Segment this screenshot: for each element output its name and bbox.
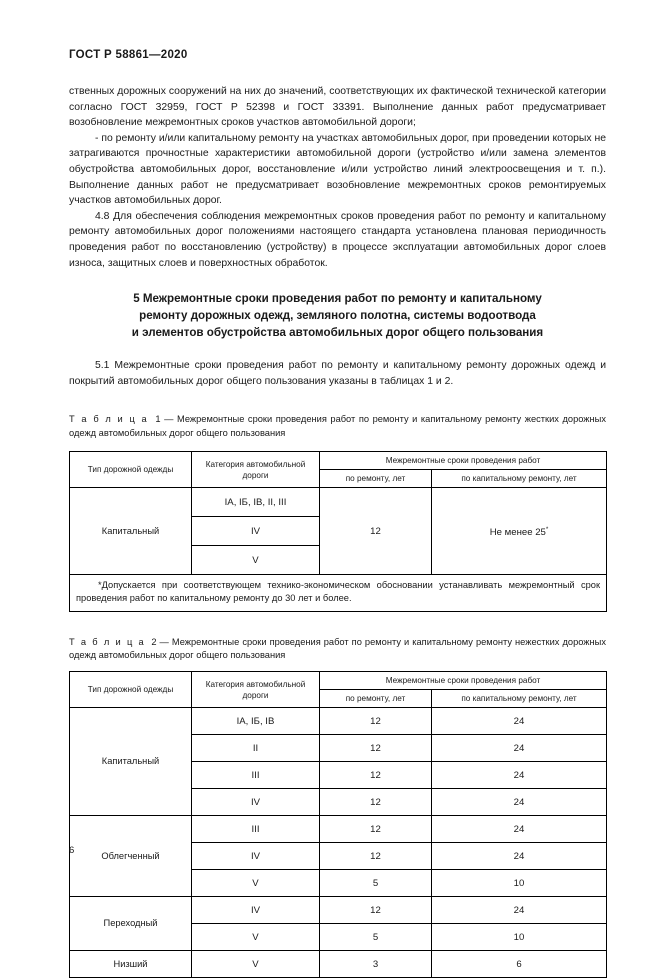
table-1-cell-repair: 12 <box>320 488 432 575</box>
table-2-cell-repair: 12 <box>320 789 432 816</box>
section-5-heading-line-1: 5 Межремонтные сроки проведения работ по ремонту и капитальному <box>133 292 542 306</box>
table-2-cell-category: V <box>192 870 320 897</box>
table-1-caption <box>69 413 606 440</box>
table-2-header-sub-repair: по ремонту, лет <box>320 690 432 708</box>
section-5-heading <box>69 290 606 341</box>
table-1-header-category: Категория автомобильной дороги <box>192 452 320 488</box>
paragraph-repair-bullet: - по ремонту и/или капитальному ремонту на участках автомобильных дорог, при проведении которых не затрагиваются прочностные характеристики автомобильной дороги (устройство и/или замена элементов обустройства автомобильных дорог, восстановление и/или устройство линий электроосвещения и т. п.). Выполнение данных работ не предусматривает возобновление межремонтных сроков ремонтируемых участков автомобильных дорог. <box>69 132 606 207</box>
table-2-cell-category: III <box>192 762 320 789</box>
table-2-cell-type: Низший <box>70 951 192 978</box>
table-2-cell-capital: 10 <box>432 870 607 897</box>
table-1-cell-capital-text: Не менее 25 <box>489 527 546 539</box>
table-2-cell-repair: 12 <box>320 843 432 870</box>
table-2-caption-body: — Межремонтные сроки проведения работ по ремонту и капитальному ремонту нежестких дорожных одежд автомобильных дорог общего пользования <box>69 636 606 660</box>
page-header-standard-number: ГОСТ Р 58861—2020 <box>69 49 188 61</box>
table-2-cell-type: Переходный <box>70 897 192 951</box>
table-2-cell-repair: 12 <box>320 897 432 924</box>
table-2-container <box>69 671 606 978</box>
table-1-caption-text <box>69 413 606 440</box>
table-2-cell-category: IV <box>192 843 320 870</box>
paragraph-4-8: 4.8 Для обеспечения соблюдения межремонтных сроков проведения работ по ремонту и капитальному ремонту автомобильных дорог положениями настоящего стандарта установлена плановая периодичность проведения работ по восстановлению (устройству) в процессе эксплуатации автомобильных дорог слоев износа, защитных слоев и поверхностных обработок. <box>69 210 606 269</box>
table-1-header-type: Тип дорожной одежды <box>70 452 192 488</box>
table-2-cell-repair: 5 <box>320 870 432 897</box>
section-5-heading-line-2: ремонту дорожных одежд, земляного полотна, системы водоотвода <box>139 309 536 323</box>
table-1-header-sub-repair: по ремонту, лет <box>320 470 432 488</box>
table-2-cell-type: Облегченный <box>70 816 192 897</box>
table-1-cell-capital <box>432 488 607 575</box>
table-2-cell-category: III <box>192 816 320 843</box>
table-2-cell-category: IV <box>192 897 320 924</box>
table-2-cell-repair: 12 <box>320 762 432 789</box>
table-2-cell-capital: 24 <box>432 843 607 870</box>
table-2-cell-repair: 3 <box>320 951 432 978</box>
table-row <box>70 816 607 843</box>
table-1-cell-category: V <box>192 546 320 575</box>
table-row <box>70 951 607 978</box>
table-1-caption-number: 1 <box>155 414 161 425</box>
table-2-cell-capital: 6 <box>432 951 607 978</box>
table-2-cell-repair: 12 <box>320 816 432 843</box>
table-1-footnote-text: *Допускается при соответствующем технико-экономическом обосновании устанавливать межремонтный срок проведения работ по капитальному ремонту до 30 лет и более. <box>76 580 601 604</box>
page-content <box>69 84 606 978</box>
table-row <box>70 897 607 924</box>
table-row <box>70 488 607 517</box>
table-1-header-row-1 <box>70 452 607 470</box>
table-2-cell-category: IA, IБ, IB <box>192 708 320 735</box>
table-1-footnote-row <box>70 575 607 611</box>
table-1-cell-type: Капитальный <box>70 488 192 575</box>
table-2-cell-category: V <box>192 924 320 951</box>
table-2-header-group-terms: Межремонтные сроки проведения работ <box>320 672 607 690</box>
table-2-cell-category: V <box>192 951 320 978</box>
table-1-header-group-terms: Межремонтные сроки проведения работ <box>320 452 607 470</box>
table-1-caption-label: Т а б л и ц а <box>69 414 149 425</box>
table-2-cell-category: II <box>192 735 320 762</box>
table-1-caption-body: — Межремонтные сроки проведения работ по ремонту и капитальному ремонту жестких дорожных одежд автомобильных дорог общего пользования <box>69 414 606 438</box>
table-2-cell-type: Капитальный <box>70 708 192 816</box>
table-1-header-sub-capital: по капитальному ремонту, лет <box>432 470 607 488</box>
table-2-cell-capital: 24 <box>432 816 607 843</box>
table-2-header-sub-capital: по капитальному ремонту, лет <box>432 690 607 708</box>
table-2 <box>69 671 607 978</box>
table-2-caption-number: 2 <box>151 636 157 647</box>
table-1-cell-category: IV <box>192 517 320 546</box>
table-2-header-category: Категория автомобильной дороги <box>192 672 320 708</box>
table-1 <box>69 451 607 611</box>
page-number: 6 <box>69 845 75 856</box>
table-1-footnote-marker: * <box>545 526 549 534</box>
table-2-cell-repair: 12 <box>320 735 432 762</box>
table-2-cell-capital: 10 <box>432 924 607 951</box>
table-2-cell-repair: 12 <box>320 708 432 735</box>
table-2-header-row-1 <box>70 672 607 690</box>
table-2-cell-capital: 24 <box>432 789 607 816</box>
section-5-heading-line-3: и элементов обустройства автомобильных дорог общего пользования <box>131 326 544 340</box>
paragraph-continuation: ственных дорожных сооружений на них до значений, соответствующих их фактической технической категории согласно ГОСТ 32959, ГОСТ Р 52398 и ГОСТ 33391. Выполнение данных работ предусматривает возобновление межремонтных сроков участков автомобильной дороги; <box>69 86 606 129</box>
table-2-cell-category: IV <box>192 789 320 816</box>
table-1-container <box>69 451 606 611</box>
table-row <box>70 708 607 735</box>
table-1-footnote <box>70 575 607 611</box>
table-2-cell-capital: 24 <box>432 735 607 762</box>
table-2-cell-capital: 24 <box>432 708 607 735</box>
table-1-cell-category: IA, IБ, IB, II, III <box>192 488 320 517</box>
table-2-caption-label: Т а б л и ц а <box>69 636 146 647</box>
table-2-header-type: Тип дорожной одежды <box>70 672 192 708</box>
table-2-caption <box>69 636 606 663</box>
paragraph-5-1: 5.1 Межремонтные сроки проведения работ по ремонту и капитальному ремонту дорожных одежд и покрытий автомобильных дорог общего пользования указаны в таблицах 1 и 2. <box>69 360 606 387</box>
table-2-cell-repair: 5 <box>320 924 432 951</box>
table-2-caption-text <box>69 636 606 663</box>
table-2-cell-capital: 24 <box>432 897 607 924</box>
table-2-cell-capital: 24 <box>432 762 607 789</box>
